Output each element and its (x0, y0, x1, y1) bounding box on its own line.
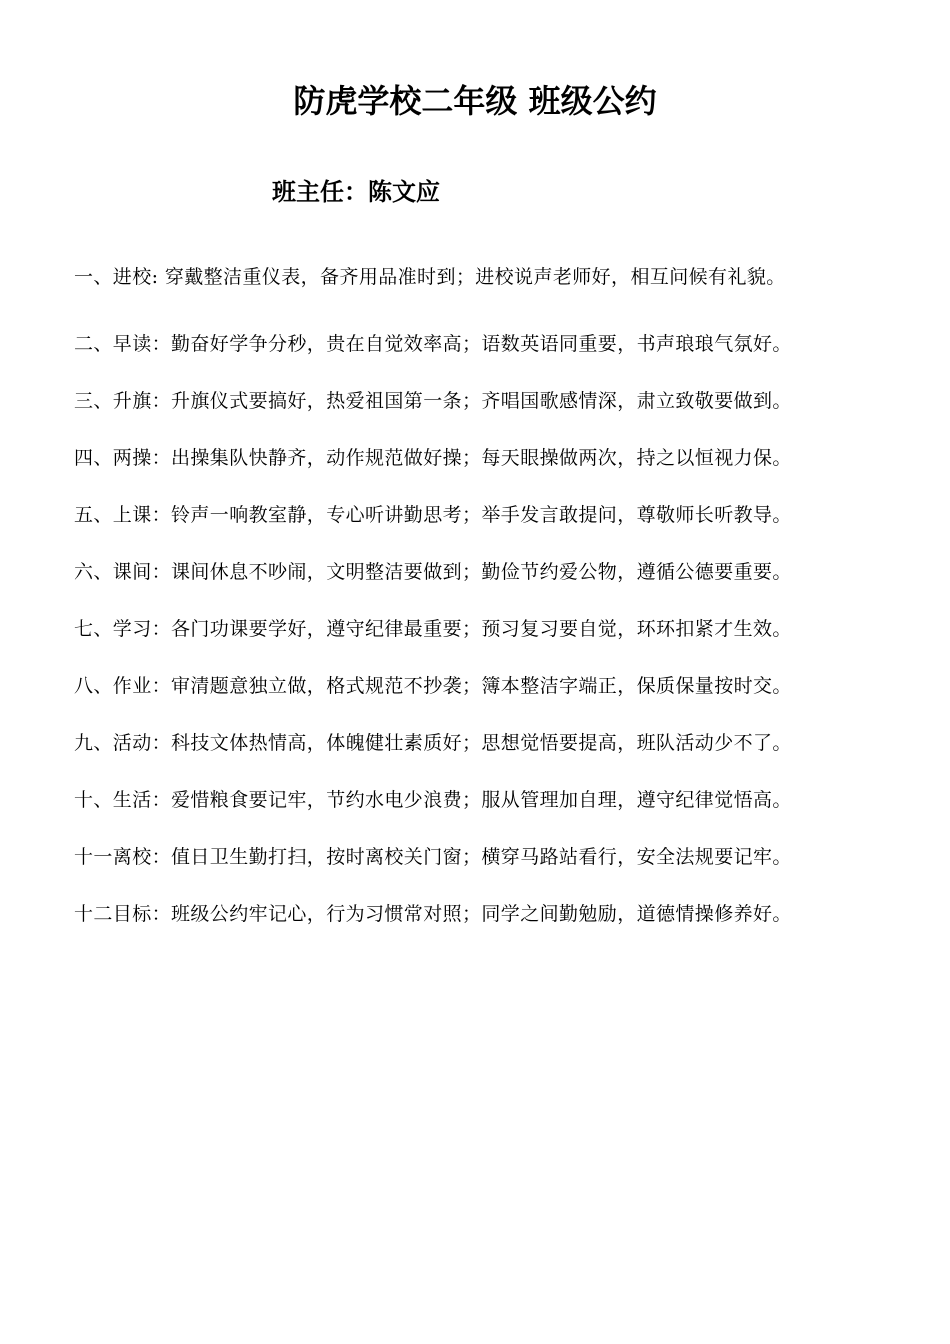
rules-list (74, 259, 894, 953)
rule-item-3: 三、升旗：升旗仪式要搞好，热爱祖国第一条；齐唱国歌感情深，肃立致敬要做到。 (74, 390, 792, 412)
rule-item-11: 十一离校：值日卫生勤打扫，按时离校关门窗；横穿马路站看行，安全法规要记牢。 (74, 846, 792, 868)
rule-item-4: 四、两操：出操集队快静齐，动作规范做好操；每天眼操做两次，持之以恒视力保。 (74, 447, 792, 469)
rule-item-2: 二、早读：勤奋好学争分秒，贵在自觉效率高；语数英语同重要，书声琅琅气氛好。 (74, 333, 792, 355)
head-teacher-line: 班主任：陈文应 (272, 178, 440, 206)
rule-item-10: 十、生活：爱惜粮食要记牢，节约水电少浪费；服从管理加自理，遵守纪律觉悟高。 (74, 789, 792, 811)
document-title: 防虎学校二年级 班级公约 (293, 82, 657, 120)
rule-item-5: 五、上课：铃声一响教室静，专心听讲勤思考；举手发言敢提问，尊敬师长听教导。 (74, 504, 792, 526)
rule-item-8: 八、作业：审清题意独立做，格式规范不抄袭；簿本整洁字端正，保质保量按时交。 (74, 675, 792, 697)
rule-item-12: 十二目标：班级公约牢记心，行为习惯常对照；同学之间勤勉励，道德情操修养好。 (74, 903, 792, 925)
rule-item-9: 九、活动：科技文体热情高，体魄健壮素质好；思想觉悟要提高，班队活动少不了。 (74, 732, 792, 754)
rule-item-1: 一、进校: 穿戴整洁重仪表，备齐用品准时到；进校说声老师好，相互问候有礼貌。 (74, 266, 786, 288)
rule-item-6: 六、课间：课间休息不吵闹，文明整洁要做到；勤俭节约爱公物，遵循公德要重要。 (74, 561, 792, 583)
rule-item-7: 七、学习：各门功课要学好，遵守纪律最重要；预习复习要自觉，环环扣紧才生效。 (74, 618, 792, 640)
